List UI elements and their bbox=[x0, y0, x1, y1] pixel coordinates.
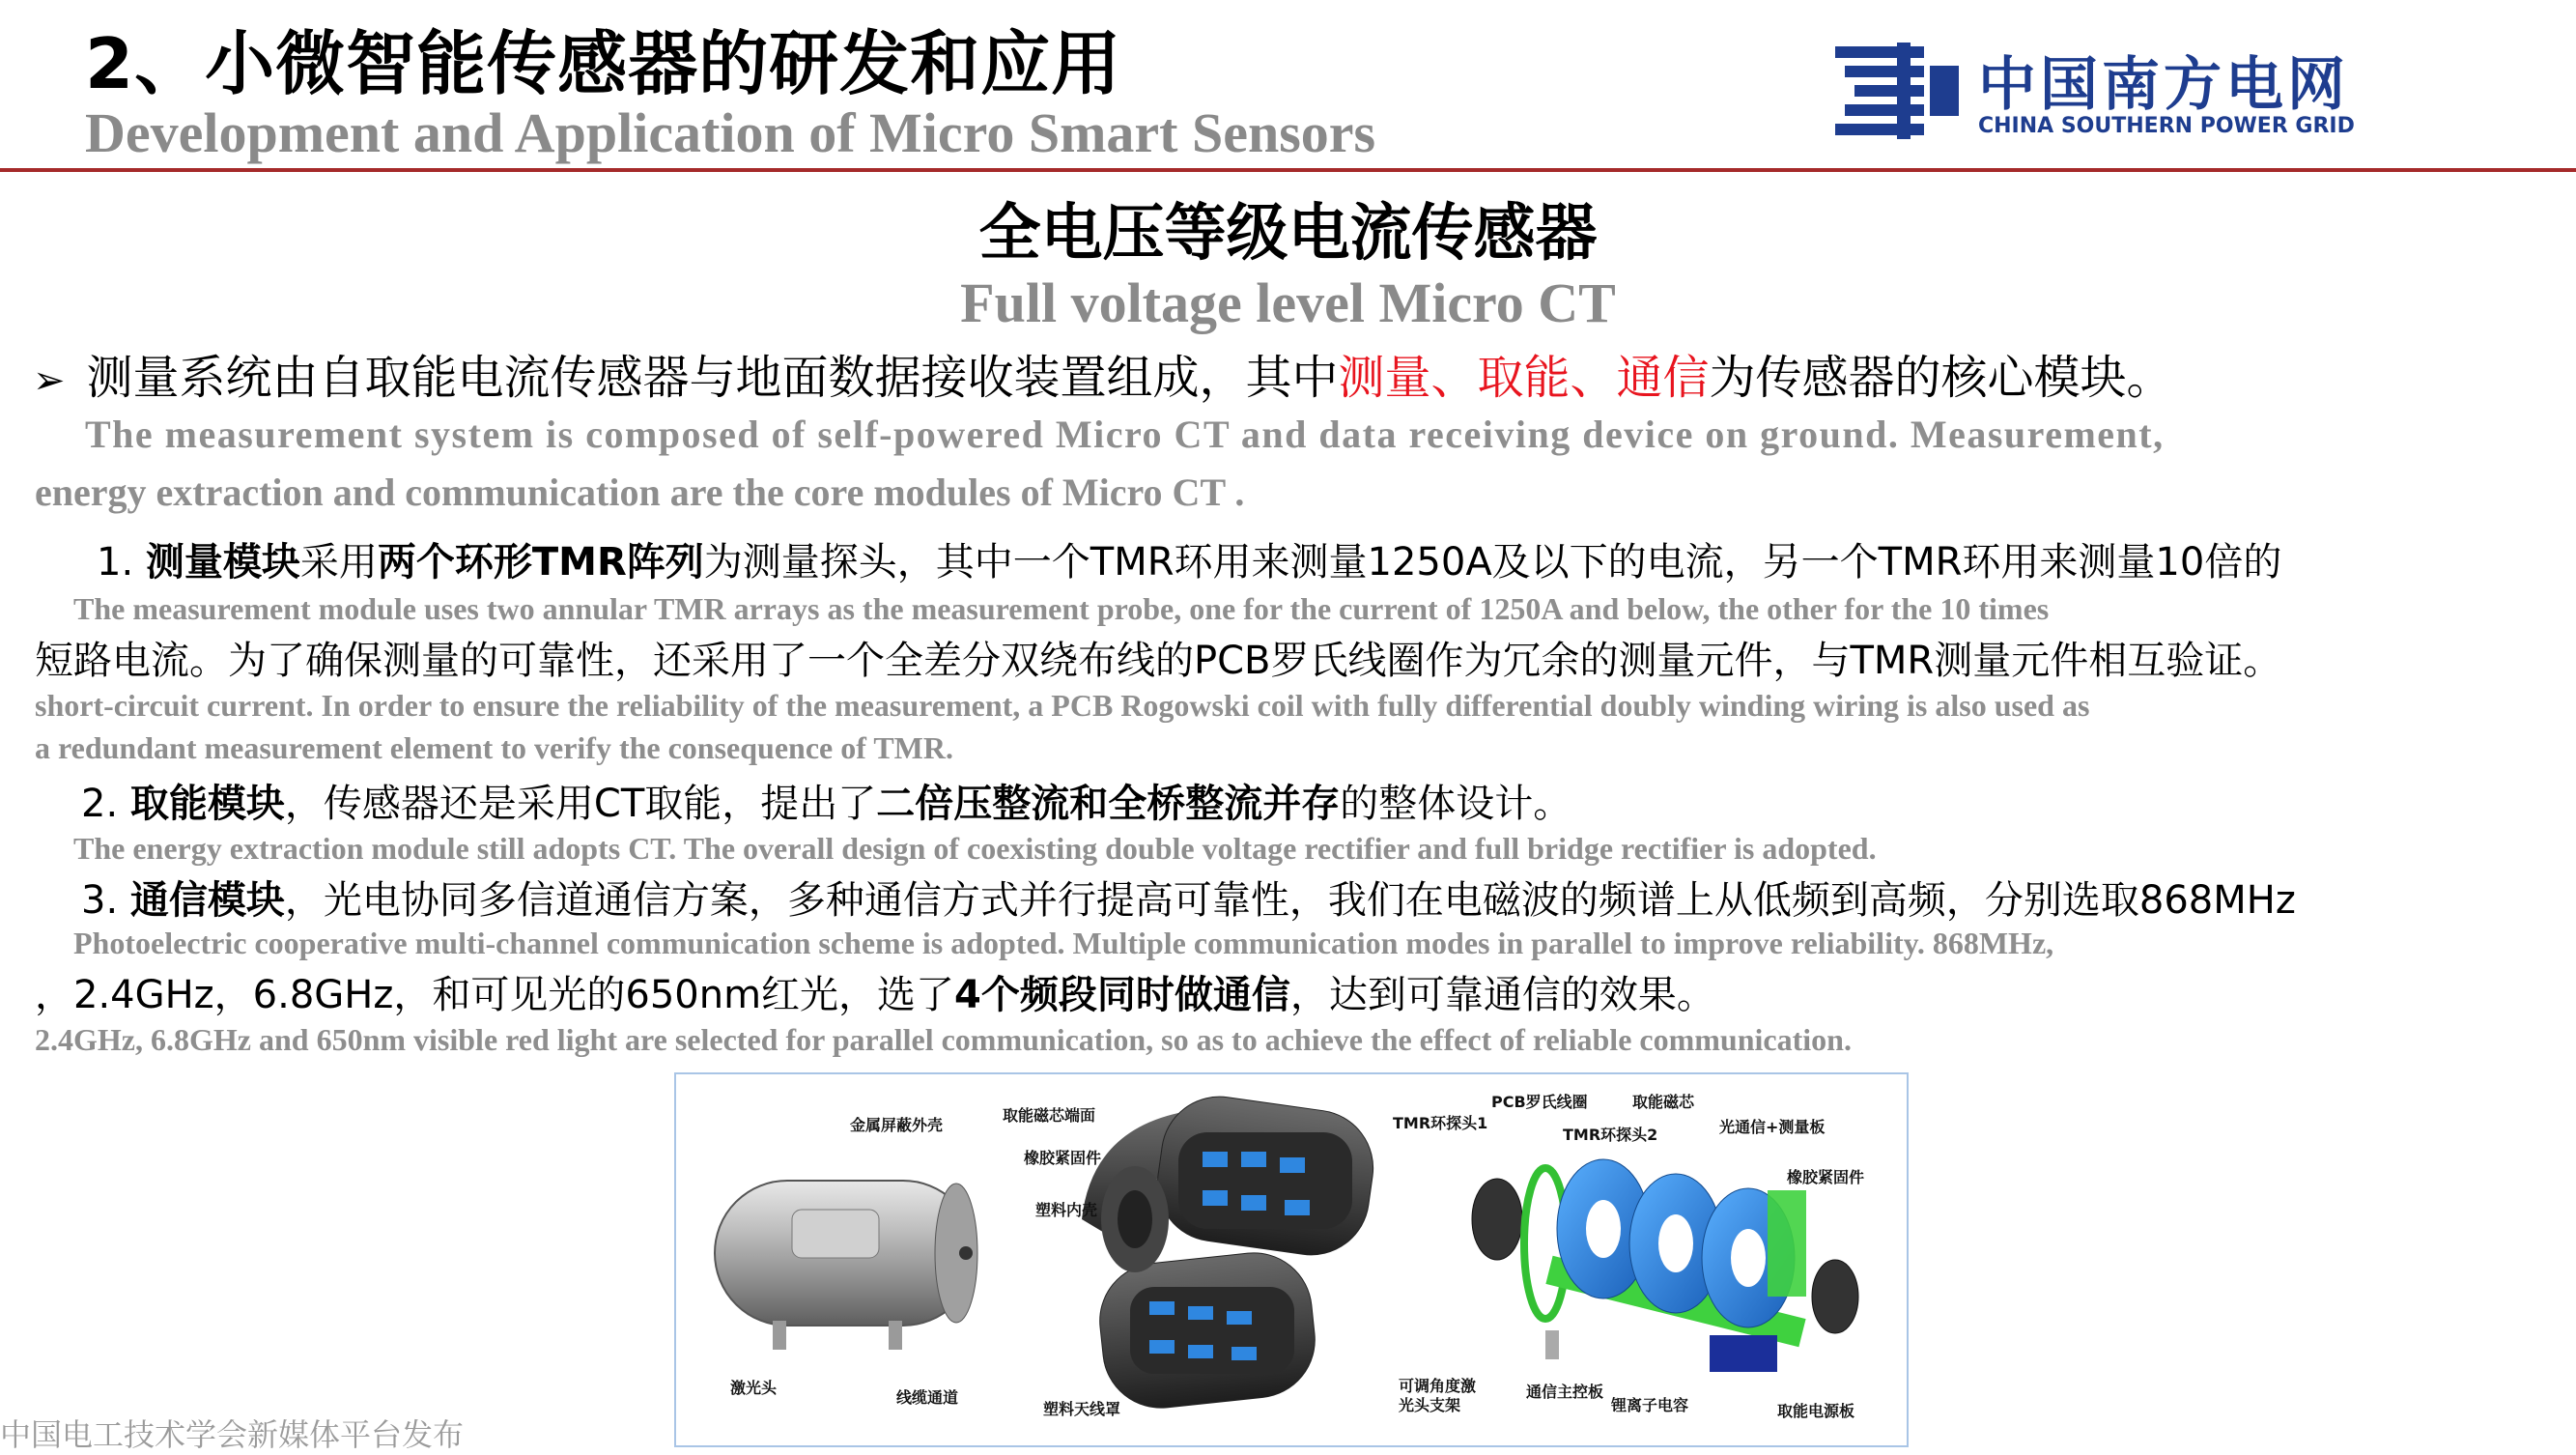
label-cable: 线缆通道 bbox=[896, 1388, 959, 1407]
item3-line1 bbox=[81, 870, 2296, 925]
page-subtitle-en: Development and Application of Micro Smart Sensors bbox=[85, 101, 1376, 164]
item1-line1 bbox=[97, 531, 2281, 586]
item3-cn2a: ，2.4GHz，6.8GHz，和可见光的650nm红光，选了 bbox=[35, 973, 955, 1017]
section-title: 全电压等级电流传感器 bbox=[978, 198, 1598, 270]
bullet-en-line1: The measurement system is composed of self-powered Micro CT and data receiving device on ground. Measurement, bbox=[85, 413, 2165, 456]
item1-number: 1. bbox=[97, 540, 134, 585]
item2-en1: The energy extraction module still adopts CT. The overall design of coexisting double voltage rectifier and full bridge rectifier is adopted. bbox=[73, 831, 1877, 866]
label-tmr2: TMR环探头2 bbox=[1563, 1126, 1658, 1144]
label-laser-bracket-2: 光头支架 bbox=[1399, 1396, 1461, 1414]
item3-bold2: 4个频段同时做通信 bbox=[954, 973, 1290, 1017]
item1-t2: 为测量探头，其中一个TMR环用来测量1250A及以下的电流，另一个TMR环用来测量10倍的 bbox=[703, 540, 2282, 585]
item1-bold1: 测量模块 bbox=[145, 540, 300, 585]
label-laser-bracket-1: 可调角度激 bbox=[1399, 1377, 1477, 1395]
item3-en2: 2.4GHz, 6.8GHz and 650nm visible red light are selected for parallel communication, so as to achieve the effect of reliable communication. bbox=[35, 1022, 1852, 1057]
item3-en1: Photoelectric cooperative multi-channel communication scheme is adopted. Multiple communication modes in parallel to improve reliability. 868MHz, bbox=[73, 926, 2054, 960]
exploded-view-part bbox=[1472, 1159, 1858, 1372]
label-rubber1: 橡胶紧固件 bbox=[1024, 1149, 1102, 1167]
item2-t2: 的整体设计。 bbox=[1340, 782, 1572, 826]
label-core-face: 取能磁芯端面 bbox=[1003, 1106, 1096, 1125]
label-plastic-inner: 塑料内壳 bbox=[1035, 1201, 1098, 1219]
bullet-text-a: 测量系统由自取能电流传感器与地面数据接收装置组成，其中 bbox=[86, 351, 1339, 405]
item3-cn2b: ，达到可靠通信的效果。 bbox=[1289, 973, 1715, 1017]
sensor-structure-figure bbox=[674, 1072, 1909, 1447]
section-title-en: Full voltage level Micro CT bbox=[960, 271, 1616, 334]
bullet-text-b: 为传感器的核心模块。 bbox=[1709, 351, 2173, 405]
logo-text-cn: 中国南方电网 bbox=[1978, 51, 2349, 119]
label-optical: 光通信+测量板 bbox=[1719, 1118, 1826, 1136]
logo-text-en: CHINA SOUTHERN POWER GRID bbox=[1978, 114, 2355, 138]
label-power-board: 取能电源板 bbox=[1777, 1402, 1855, 1420]
item3-number: 3. bbox=[81, 878, 119, 923]
item2-bold1: 取能模块 bbox=[129, 782, 285, 826]
item1-cn2: 短路电流。为了确保测量的可靠性，还采用了一个全差分双绕布线的PCB罗氏线圈作为冗余的测量元件，与TMR测量元件相互验证。 bbox=[35, 639, 2282, 683]
page-title: 2、小微智能传感器的研发和应用 bbox=[85, 23, 1122, 104]
item1-en3: a redundant measurement element to verify the consequence of TMR. bbox=[35, 730, 953, 765]
item3-t1: ，光电协同多信道通信方案，多种通信方式并行提高可靠性，我们在电磁波的频谱上从低频到高频，分别选取868MHz bbox=[284, 878, 2296, 923]
csg-logo-icon bbox=[1835, 43, 1961, 139]
item1-en2: short-circuit current. In order to ensure the reliability of the measurement, a PCB Rogowski coil with fully differential doubly winding wiring is also used as bbox=[35, 688, 2090, 723]
item1-en1: The measurement module uses two annular TMR arrays as the measurement probe, one for the current of 1250A and below, the other for the 10 times bbox=[73, 591, 2050, 626]
item1-bold2: 两个环形TMR阵列 bbox=[377, 540, 704, 585]
label-rubber2: 橡胶紧固件 bbox=[1787, 1168, 1865, 1186]
label-main-board: 通信主控板 bbox=[1526, 1383, 1604, 1401]
item2-bold2: 二倍压整流和全桥整流并存 bbox=[876, 782, 1341, 826]
label-core: 取能磁芯 bbox=[1632, 1093, 1695, 1111]
item2-t1: ，传感器还是采用CT取能，提出了 bbox=[284, 782, 877, 826]
label-laser: 激光头 bbox=[730, 1379, 778, 1397]
company-logo bbox=[1835, 39, 2355, 145]
label-shell: 金属屏蔽外壳 bbox=[850, 1116, 944, 1134]
item3-bold1: 通信模块 bbox=[129, 878, 285, 923]
bullet-arrow-icon: ➢ bbox=[33, 358, 66, 403]
bullet-en-line2: energy extraction and communication are the core modules of Micro CT . bbox=[35, 471, 1245, 514]
label-antenna: 塑料天线罩 bbox=[1043, 1400, 1121, 1418]
item1-t1: 采用 bbox=[299, 540, 378, 585]
header-divider bbox=[0, 168, 2576, 172]
label-pcb: PCB罗氏线圈 bbox=[1491, 1093, 1588, 1111]
item2-number: 2. bbox=[81, 782, 119, 826]
footer-watermark: 中国电工技术学会新媒体平台发布 bbox=[0, 1416, 465, 1453]
open-shell-part bbox=[1082, 1089, 1380, 1413]
bullet-point bbox=[33, 340, 2173, 407]
label-tmr1: TMR环探头1 bbox=[1393, 1114, 1488, 1132]
item2-line1 bbox=[81, 773, 1571, 828]
item3-line2 bbox=[35, 964, 1715, 1019]
bullet-text-highlight: 测量、取能、通信 bbox=[1338, 351, 1710, 405]
metal-shell-part bbox=[715, 1181, 977, 1350]
label-li-cap: 锂离子电容 bbox=[1611, 1396, 1689, 1414]
